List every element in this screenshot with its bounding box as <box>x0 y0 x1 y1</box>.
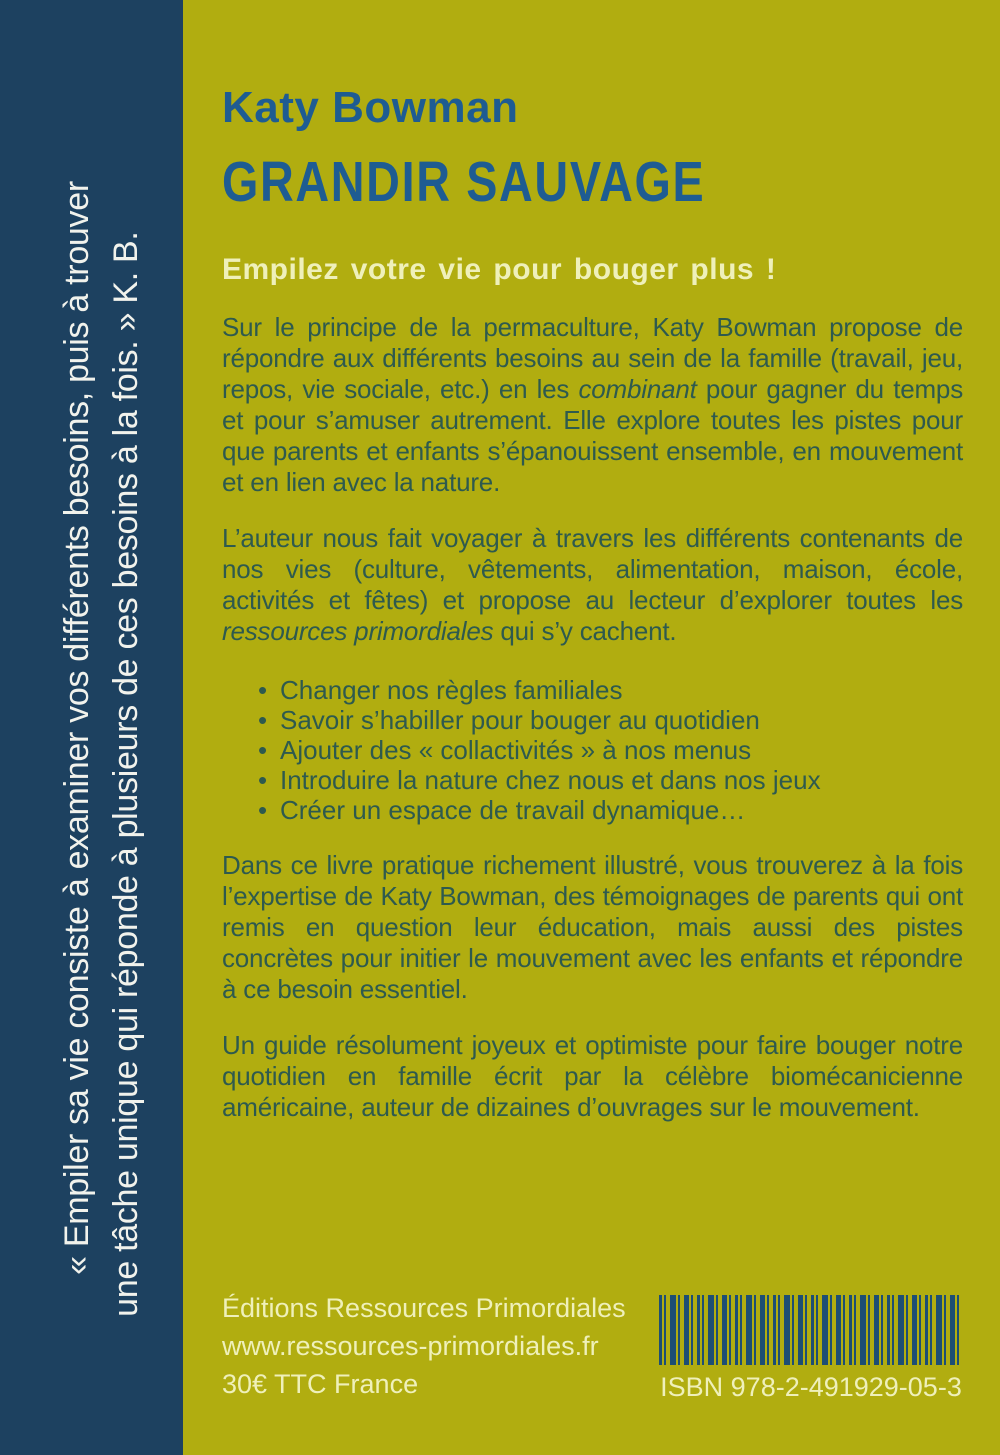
bullet-icon: • <box>258 735 268 765</box>
publisher-name: Éditions Ressources Primordiales <box>222 1293 626 1323</box>
back-cover-content <box>183 0 1000 1455</box>
book-title: GRANDIR SAUVAGE <box>222 150 706 214</box>
bullet-icon: • <box>258 795 268 825</box>
paragraph-text: Sur le principe de la permaculture, Katy Bowman propose de répondre aux différents besoins au sein de la famille (travail, jeu, repos, vie sociale, etc.) en les <box>222 312 963 404</box>
spine-quote-line-1: « Empiler sa vie consiste à examiner vos différents besoins, puis à trouver <box>58 180 96 1275</box>
paragraph-text: L’auteur nous fait voyager à travers les différents contenants de nos vies (culture, vêtements, alimentation, maison, école, activités et fêtes) et propose au lecteur d’explorer toutes les <box>222 523 963 615</box>
paragraph-text: pour gagner du temps et pour s’amuser autrement. Elle explore toutes les pistes pour que parents et enfants s’épanouissent ensemble, en mouvement et en lien avec la nature. <box>222 374 963 497</box>
paragraph-book-content: Dans ce livre pratique richement illustré, vous trouverez à la fois l’expertise de Katy Bowman, des témoignages de parents qui ont remis en question leur éducation, mais aussi des pistes concrètes pour initier le mouvement avec les enfants et répondre à ce besoin essentiel. <box>222 850 963 1004</box>
spine-quote-line-2: une tâche unique qui réponde à plusieurs de ces besoins à la fois. » K. B. <box>107 230 145 1317</box>
paragraph-text: qui s’y cachent. <box>493 616 677 646</box>
isbn-label: ISBN 978-2-491929-05-3 <box>660 1372 962 1402</box>
spine-quote <box>53 180 151 1317</box>
italic-term: combinant <box>578 374 697 404</box>
list-item <box>258 795 963 825</box>
paragraph-containers <box>222 523 963 647</box>
price-label: 30€ TTC France <box>222 1369 419 1399</box>
list-item <box>258 735 963 765</box>
bullet-list <box>222 675 963 825</box>
barcode-icon <box>659 1295 963 1365</box>
list-item-label: Changer nos règles familiales <box>280 675 623 705</box>
tagline: Empilez votre vie pour bouger plus ! <box>222 253 777 286</box>
bullet-icon: • <box>258 675 268 705</box>
list-item <box>258 765 963 795</box>
bullet-icon: • <box>258 705 268 735</box>
author-name: Katy Bowman <box>222 83 519 132</box>
imprint-block <box>222 1289 626 1403</box>
barcode-block <box>659 1295 963 1403</box>
list-item-label: Introduire la nature chez nous et dans nos jeux <box>280 765 821 795</box>
list-item-label: Ajouter des « collactivités » à nos menus <box>280 735 752 765</box>
footer <box>222 1289 963 1403</box>
list-item <box>258 675 963 705</box>
paragraph-guide: Un guide résolument joyeux et optimiste pour faire bouger notre quotidien en famille écrit par la célèbre biomécanicienne américaine, auteur de dizaines d’ouvrages sur le mouvement. <box>222 1030 963 1122</box>
list-item-label: Créer un espace de travail dynamique… <box>280 795 746 825</box>
bullet-icon: • <box>258 765 268 795</box>
website-url: www.ressources-primordiales.fr <box>222 1331 599 1361</box>
list-item-label: Savoir s’habiller pour bouger au quotidien <box>280 705 760 735</box>
list-item <box>258 705 963 735</box>
spine-panel <box>0 0 183 1455</box>
paragraph-principle <box>222 312 963 498</box>
italic-term: ressources primordiales <box>222 616 494 646</box>
